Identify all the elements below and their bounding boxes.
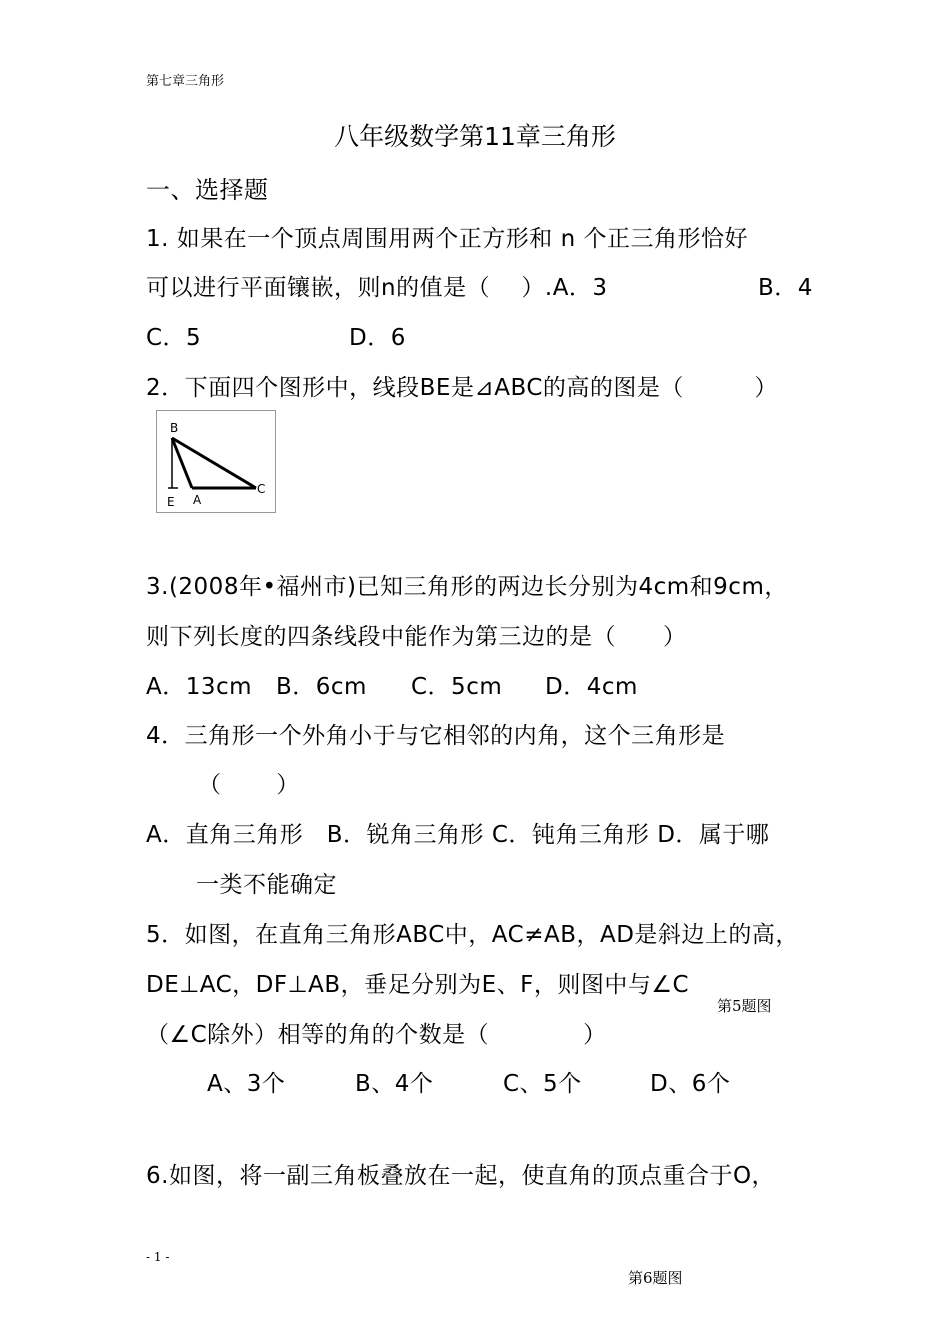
label-a: A (193, 493, 202, 507)
q1-option-d: D．6 (349, 325, 406, 351)
triangle-figure (156, 410, 276, 513)
running-header: 第七章三角形 (146, 74, 225, 89)
label-c: C (257, 482, 266, 496)
q1-line1: 1. 如果在一个顶点周围用两个正方形和 n 个正三角形恰好 (146, 226, 748, 252)
q4-line3: A．直角三角形 B．锐角三角形 C．钝角三角形 D．属于哪 (146, 822, 770, 848)
q1-option-b: B．4 (758, 275, 813, 301)
q1-line2: 可以进行平面镶嵌，则n的值是（ ）.A．3 (146, 275, 608, 301)
q3-option-d: D．4cm (545, 674, 638, 700)
q3-option-b: B．6cm (276, 674, 367, 700)
q4-line1: 4．三角形一个外角小于与它相邻的内角，这个三角形是 (146, 723, 726, 749)
q3-line2: 则下列长度的四条线段中能作为第三边的是（ ） (146, 624, 687, 650)
q5-figure-caption: 第5题图 (717, 997, 772, 1015)
label-e: E (167, 495, 175, 509)
q5-option-b: B、4个 (355, 1071, 434, 1097)
q3-line1: 3.(2008年•福州市)已知三角形的两边长分别为4cm和9cm， (146, 574, 788, 600)
q5-option-d: D、6个 (650, 1071, 731, 1097)
label-b: B (170, 421, 179, 435)
page-number: - 1 - (146, 1250, 170, 1264)
q5-option-c: C、5个 (503, 1071, 582, 1097)
q4-line4: 一类不能确定 (196, 872, 337, 898)
q4-line2: （ ） (198, 772, 300, 798)
q2-line1: 2．下面四个图形中，线段BE是⊿ABC的高的图是（ ） (146, 375, 778, 401)
q1-option-c: C．5 (146, 325, 202, 351)
q6-line1: 6.如图，将一副三角板叠放在一起，使直角的顶点重合于O， (146, 1163, 776, 1189)
q5-line2: DE⊥AC，DF⊥AB，垂足分别为E、F，则图中与∠C (146, 972, 690, 998)
q6-figure-caption: 第6题图 (628, 1269, 683, 1287)
section-heading: 一、选择题 (146, 176, 269, 204)
page-title: 八年级数学第11章三角形 (334, 122, 616, 151)
segment-bc (172, 438, 256, 488)
q5-line1: 5．如图，在直角三角形ABC中，AC≠AB，AD是斜边上的高， (146, 922, 799, 948)
q5-line3: （∠C除外）相等的角的个数是（ ） (146, 1022, 607, 1048)
q3-option-c: C．5cm (411, 674, 503, 700)
q3-option-a: A．13cm (146, 674, 253, 700)
q5-option-a: A、3个 (207, 1071, 286, 1097)
